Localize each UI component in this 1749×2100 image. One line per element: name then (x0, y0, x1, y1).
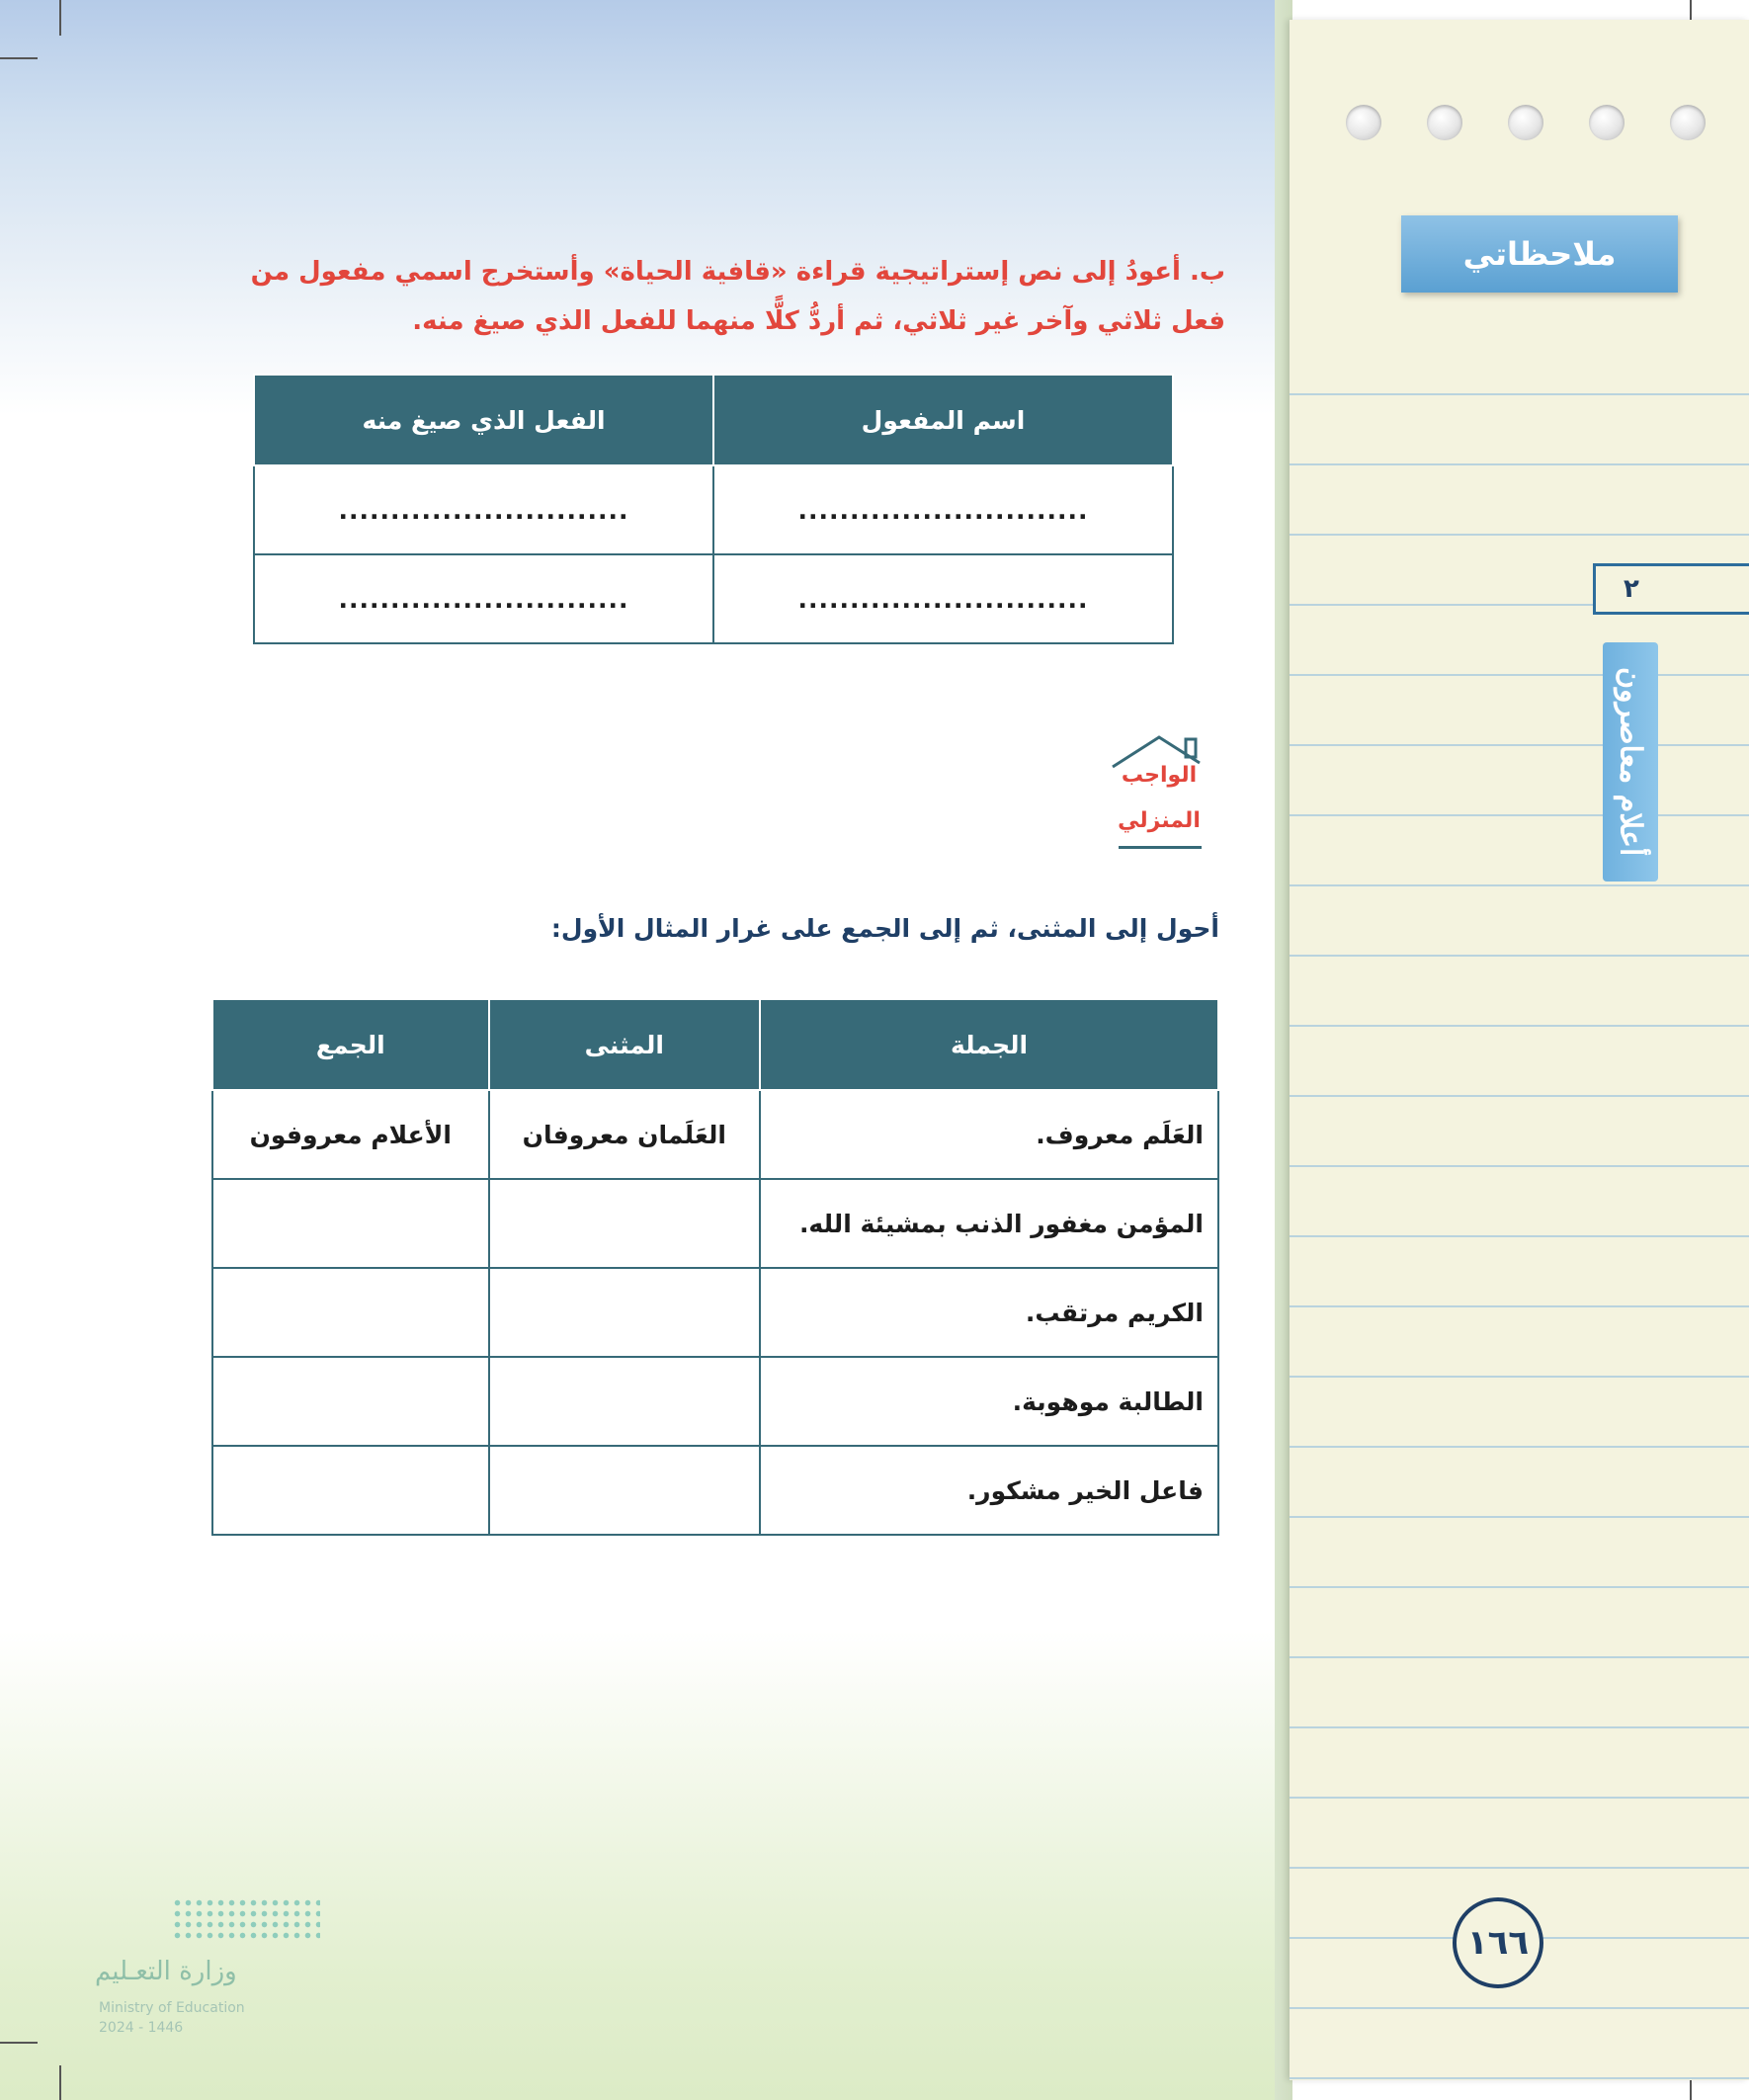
page-number: ١٦٦ (1453, 1897, 1543, 1988)
exercise-b-table (253, 374, 1174, 644)
sentence-cell: الطالبة موهوبة. (760, 1357, 1218, 1446)
column-header: المثنى (489, 999, 761, 1090)
binder-hole (1670, 105, 1706, 140)
answer-blank[interactable]: ............................ (254, 465, 713, 554)
sentence-cell: الكريم مرتقب. (760, 1268, 1218, 1357)
answer-blank[interactable]: ............................ (254, 554, 713, 643)
dual-cell[interactable] (489, 1268, 761, 1357)
column-header: الجمع (212, 999, 489, 1090)
notes-panel (1290, 20, 1749, 2080)
sentence-cell: العَلَم معروف. (760, 1090, 1218, 1179)
table-row (212, 1179, 1218, 1268)
chapter-number: ٢ (1593, 563, 1749, 615)
binder-hole (1589, 105, 1624, 140)
dual-cell: العَلَمان معروفان (489, 1090, 761, 1179)
plural-cell[interactable] (212, 1357, 489, 1446)
plural-cell[interactable] (212, 1446, 489, 1535)
chapter-title-tab (1603, 642, 1658, 882)
plural-cell[interactable] (212, 1179, 489, 1268)
answer-blank[interactable]: ............................ (713, 554, 1173, 643)
homework-table (211, 998, 1219, 1536)
homework-label-line2: المنزلي (1118, 808, 1201, 833)
table-row (212, 1446, 1218, 1535)
binder-hole (1508, 105, 1543, 140)
table-row (212, 1090, 1218, 1179)
table-row (254, 465, 1173, 554)
plural-cell[interactable] (212, 1268, 489, 1357)
sentence-cell: المؤمن مغفور الذنب بمشيئة الله. (760, 1179, 1218, 1268)
table-row (254, 554, 1173, 643)
chapter-title: أعلام معاصرون (1613, 667, 1648, 857)
homework-underline (1119, 846, 1202, 849)
homework-badge (1105, 733, 1213, 852)
binder-hole (1346, 105, 1381, 140)
dual-cell[interactable] (489, 1357, 761, 1446)
ministry-year: 2024 - 1446 (99, 2020, 184, 2036)
notes-label: ملاحظاتي (1401, 215, 1678, 293)
crop-mark (59, 0, 61, 36)
dual-cell[interactable] (489, 1446, 761, 1535)
crop-mark (0, 2042, 38, 2044)
crop-mark (59, 2065, 61, 2100)
ministry-name-en: Ministry of Education (99, 2000, 245, 2016)
logo-dots-icon (172, 1897, 320, 1943)
plural-cell: الأعلام معروفون (212, 1090, 489, 1179)
column-header: الجملة (760, 999, 1218, 1090)
homework-label-line1: الواجب (1121, 763, 1198, 788)
table-row (212, 1268, 1218, 1357)
column-header: اسم المفعول (713, 375, 1173, 465)
sentence-cell: فاعل الخير مشكور. (760, 1446, 1218, 1535)
table-row (212, 1357, 1218, 1446)
crop-mark (0, 57, 38, 59)
dual-cell[interactable] (489, 1179, 761, 1268)
binder-hole (1427, 105, 1462, 140)
homework-instruction: أحول إلى المثنى، ثم إلى الجمع على غرار المثال الأول: (550, 914, 1219, 943)
ministry-name-ar: وزارة التعـليم (95, 1957, 237, 1986)
answer-blank[interactable]: ............................ (713, 465, 1173, 554)
column-header: الفعل الذي صيغ منه (254, 375, 713, 465)
exercise-b-instruction: ب. أعودُ إلى نص إستراتيجية قراءة «قافية الحياة» وأستخرج اسمي مفعول من فعل ثلاثي وآخر غير ثلاثي، ثم أردُّ كلًّا منهما للفعل الذي صيغ منه. (250, 257, 1225, 336)
ministry-logo (89, 1897, 326, 2046)
